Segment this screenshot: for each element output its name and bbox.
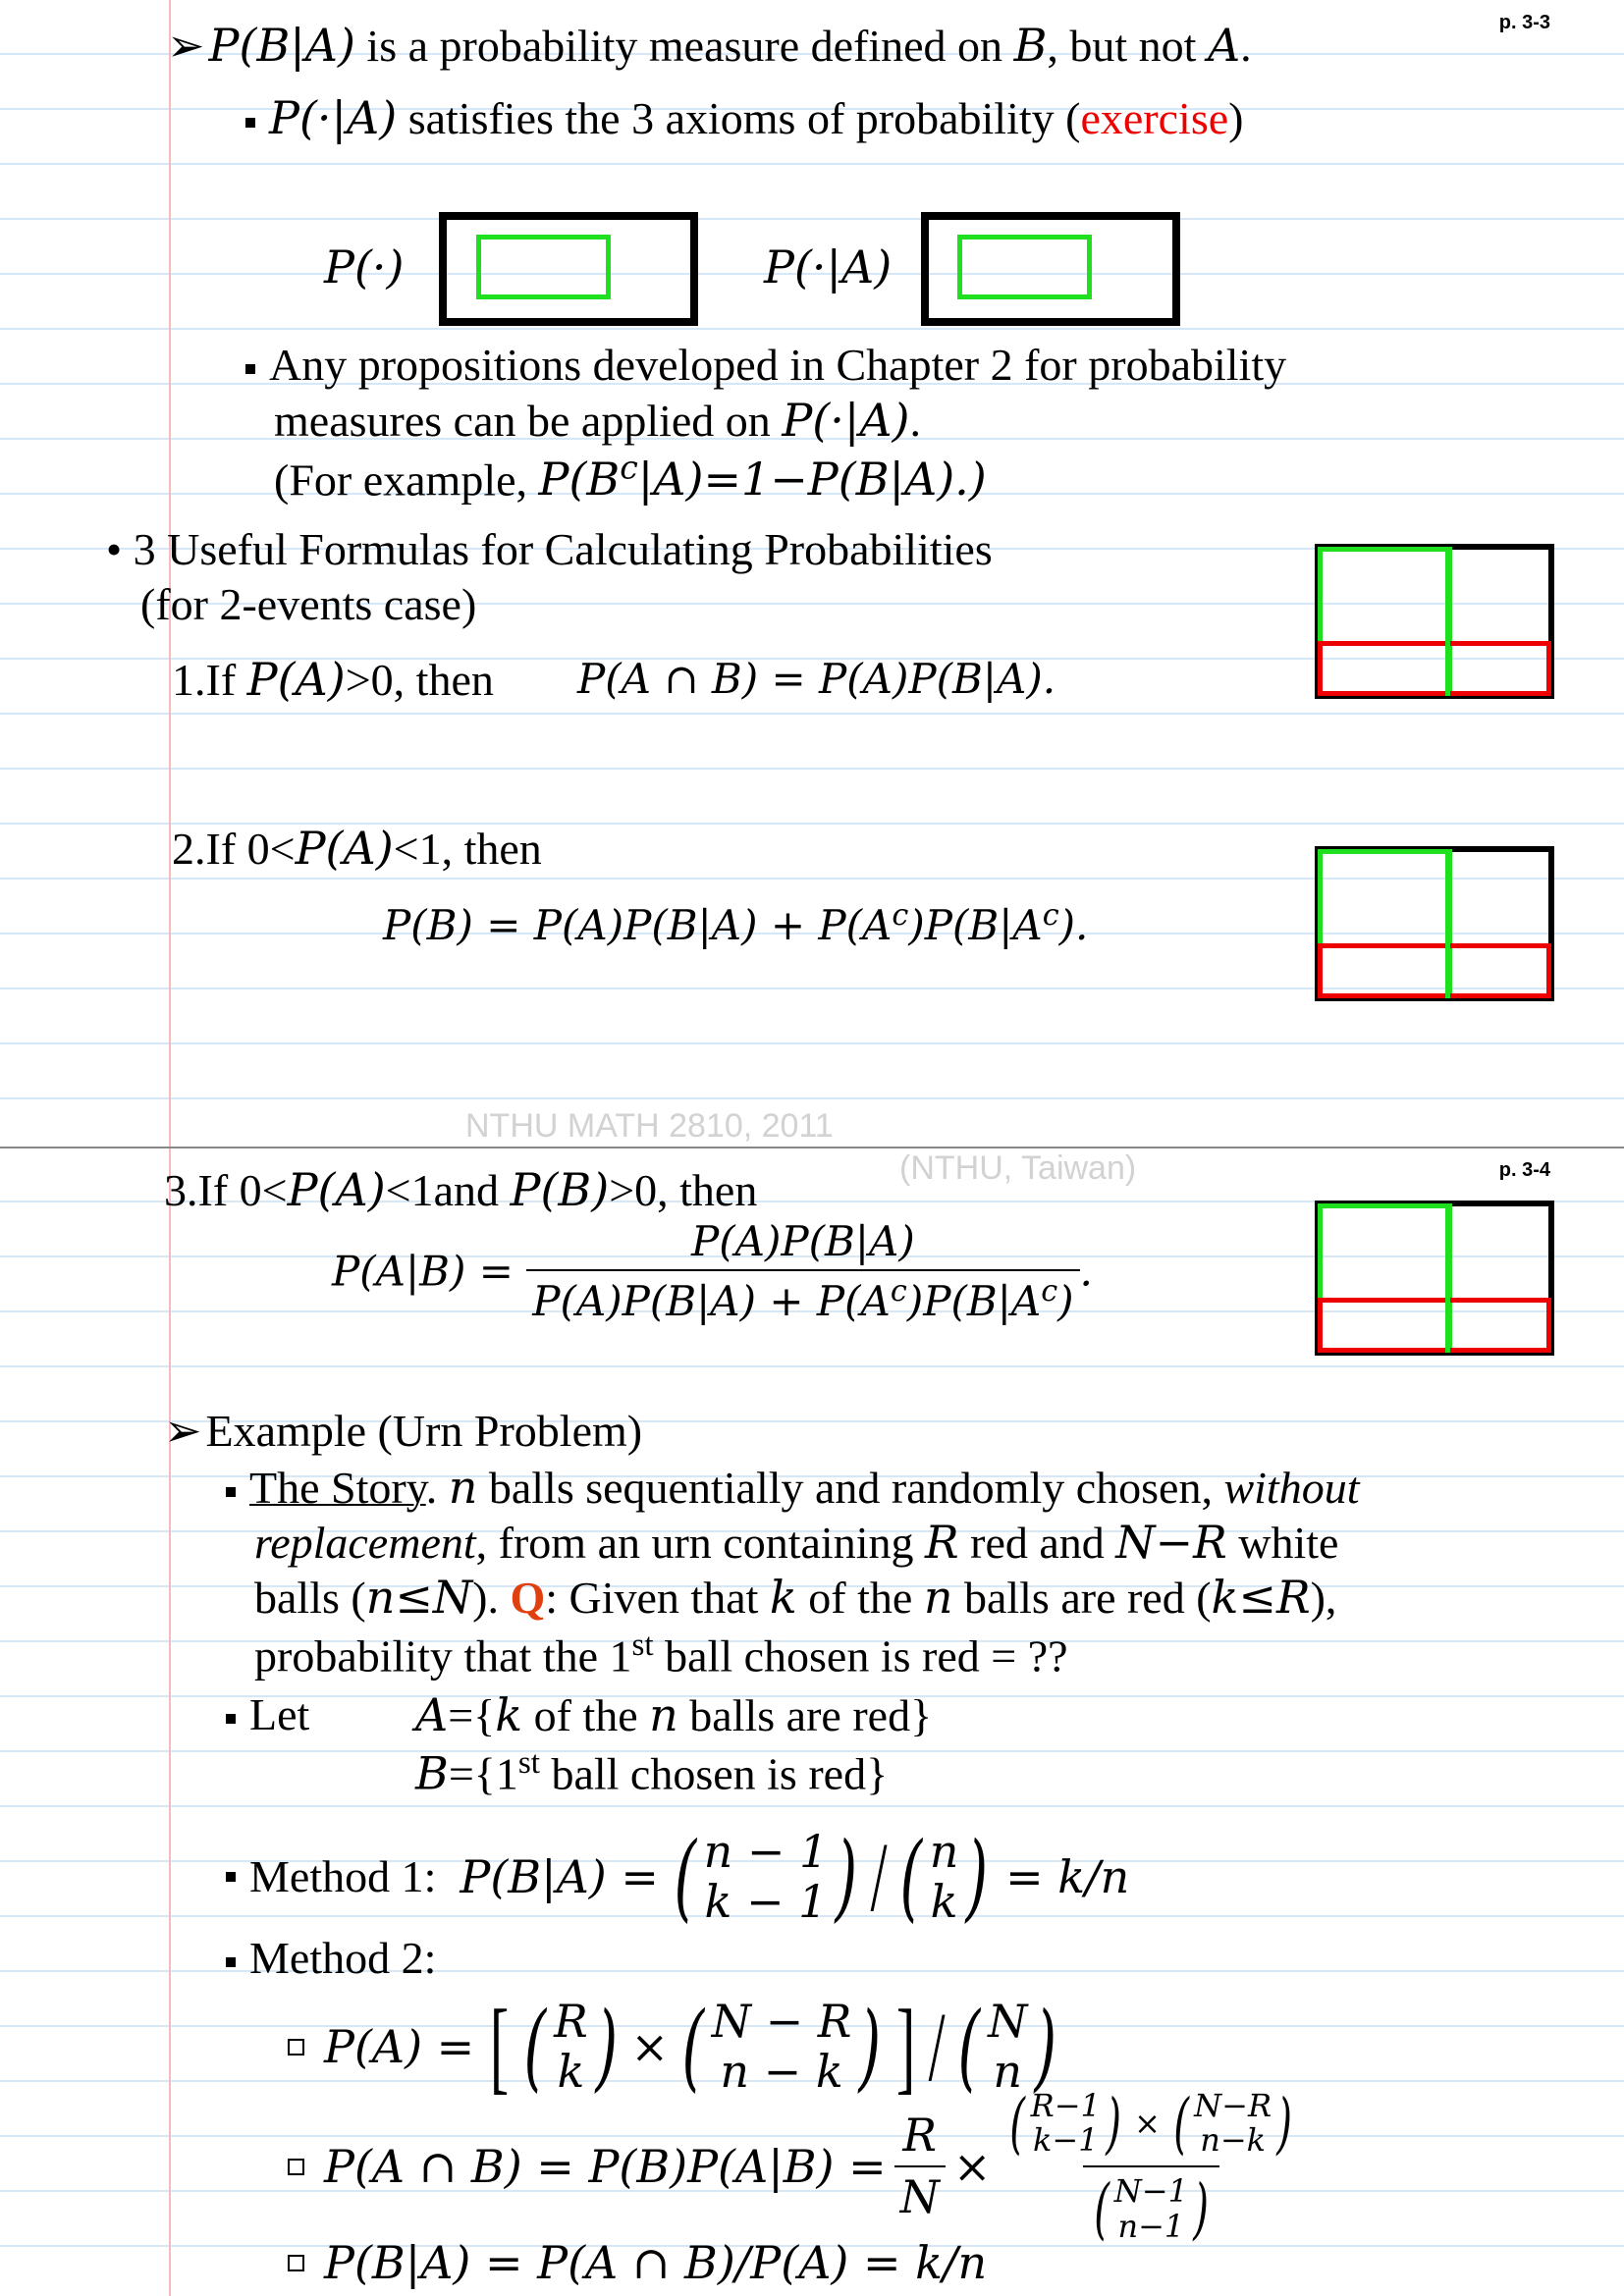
question-marker: Q [510, 1573, 546, 1623]
diagram-label-p: P(·) [324, 240, 405, 294]
square-bullet-icon [245, 118, 255, 128]
story-line-4: probability that the 1st ball chosen is red = ?? [254, 1627, 1068, 1682]
line-measures: measures can be applied on P(·|A). [274, 394, 921, 447]
method-2-pa: P(A) = [ ( R k ) × ( N − R n − k ) ] / ( N n ) [288, 1988, 1064, 2106]
watermark: NTHU MATH 2810, 2011 [465, 1107, 834, 1145]
hollow-square-bullet-icon [288, 2255, 304, 2271]
method-1: Method 1: P(B|A) = ( n − 1 k − 1 ) / ( n k ) = k/n [226, 1823, 1129, 1931]
definition-a: A={k of the n balls are red} [415, 1688, 933, 1741]
exercise-label: exercise [1080, 93, 1229, 143]
method-2-pba: P(B|A) = P(A ∩ B)/P(A) = k/n [288, 2237, 987, 2289]
square-bullet-icon [226, 1872, 236, 1882]
hollow-square-bullet-icon [288, 2159, 304, 2175]
square-bullet-icon [245, 364, 255, 374]
method-2-label: Method 2: [226, 1933, 436, 1985]
story-line-1: The Story. n balls sequentially and randomly chosen, without [226, 1462, 1360, 1515]
line-propositions: Any propositions developed in Chapter 2 for probability [245, 340, 1286, 392]
event-a-box-conditional [957, 235, 1092, 299]
formula-2-condition: 2.If 0<P(A)<1, then [172, 822, 542, 875]
arrow-bullet-icon: ➢ [167, 21, 205, 71]
method-2-pab: P(A ∩ B) = P(B)P(A|B) = $\frac{R}{N}$ × ( R−1 k−1 ) × ( N−R n−k ) ( N−1 n−1 ) [288, 2108, 1303, 2225]
hollow-square-bullet-icon [288, 2039, 304, 2056]
heading-two-events: (for 2-events case) [140, 579, 477, 629]
square-bullet-icon [226, 1487, 236, 1497]
story-title: The Story [249, 1463, 426, 1513]
heading-useful-formulas: • 3 Useful Formulas for Calculating Probabilities [106, 524, 993, 574]
formula-2: $P(B) = P(A)P(B|A) + P(A^c)P(B|A^c)$. [383, 898, 1089, 949]
venn-diagram-3 [1315, 1201, 1554, 1356]
formula-3: P(A|B) = $\frac{P(A)P(B|A)}{P(A)P(B|A) + P(A^c)P(B|A^c)}$ . [332, 1217, 1093, 1326]
venn-diagram-2 [1315, 846, 1554, 1001]
formula-1-condition: 1.If P(A)>0, then [172, 653, 494, 706]
story-line-2: replacement, from an urn containing R red and N−R white [254, 1516, 1339, 1569]
event-a-box [476, 235, 611, 299]
definition-b: B={1st ball chosen is red} [415, 1744, 889, 1800]
page-number: p. 3-4 [1498, 1159, 1550, 1181]
arrow-bullet-icon: ➢ [164, 1406, 202, 1456]
formula-3-condition: 3.If 0<P(A)<1and P(B)>0, then [164, 1163, 758, 1216]
square-bullet-icon [226, 1957, 236, 1967]
line-example: (For example, $P(B^c|A)=1-P(B|A)$.) [274, 449, 987, 507]
line-conditional-measure: ➢P(B|A) is a probability measure defined on B, but not A. [167, 19, 1252, 72]
square-bullet-icon [226, 1714, 236, 1724]
story-line-3: balls (n≤N). Q: Given that k of the n balls are red (k≤R), [254, 1571, 1337, 1624]
diagram-label-p-given-a: P(·|A) [764, 240, 893, 294]
margin-line [169, 1148, 171, 2296]
page-divider [0, 1147, 1624, 1148]
line-axioms: P(·|A) satisfies the 3 axioms of probability (exercise) [245, 92, 1243, 145]
venn-diagram-1 [1315, 544, 1554, 699]
example-heading: ➢Example (Urn Problem) [164, 1406, 643, 1456]
let-label: Let [226, 1689, 309, 1741]
watermark: (NTHU, Taiwan) [899, 1149, 1137, 1187]
page-number: p. 3-3 [1498, 12, 1550, 33]
slide-page-3-4 [0, 1148, 1624, 2296]
formula-1: P(A ∩ B) = P(A)P(B|A). [577, 655, 1056, 703]
